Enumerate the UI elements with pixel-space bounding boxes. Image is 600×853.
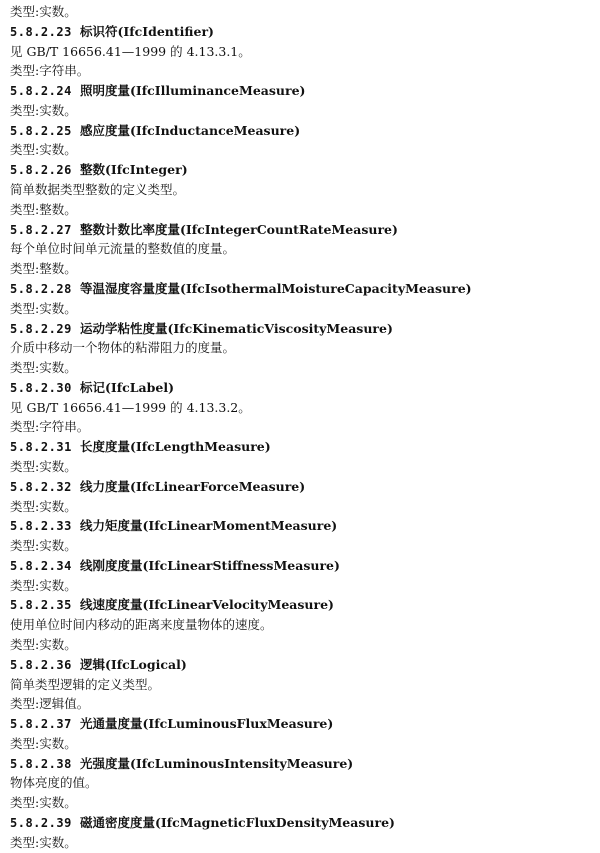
section-heading <box>10 516 600 536</box>
section-number: 5.8.2.27 <box>10 222 72 237</box>
section-number: 5.8.2.24 <box>10 84 72 99</box>
section-title: 长度度量(IfcLengthMeasure) <box>80 439 271 455</box>
section-number: 5.8.2.23 <box>10 24 72 39</box>
section-number: 5.8.2.26 <box>10 163 72 178</box>
body-text-line: 类型:整数。 <box>10 201 77 217</box>
section-number: 5.8.2.36 <box>10 657 72 672</box>
section-number: 5.8.2.25 <box>10 123 72 138</box>
section-number: 5.8.2.35 <box>10 598 72 613</box>
body-text-line: 类型:实数。 <box>10 637 77 652</box>
body-text-line: 类型:实数。 <box>10 102 77 118</box>
body-text-line: 类型:实数。 <box>10 458 77 474</box>
section-heading <box>10 477 600 497</box>
section-heading <box>10 556 600 576</box>
section-title: 感应度量(IfcInductanceMeasure) <box>80 122 301 138</box>
section-number: 5.8.2.38 <box>10 756 72 771</box>
section-title: 光通量度量(IfcLuminousFluxMeasure) <box>80 716 334 732</box>
section-title: 逻辑(IfcLogical) <box>80 656 187 672</box>
section-title: 整数(IfcInteger) <box>80 162 188 178</box>
section-heading <box>10 437 600 457</box>
body-text-line: 类型:实数。 <box>10 577 77 593</box>
section-title: 线速度度量(IfcLinearVelocityMeasure) <box>80 597 334 613</box>
section-title: 线力矩度量(IfcLinearMomentMeasure) <box>80 518 338 534</box>
section-heading <box>10 595 600 615</box>
section-heading <box>10 81 600 101</box>
section-heading <box>10 655 600 675</box>
body-text-line: 类型:字符串。 <box>10 419 90 435</box>
section-number: 5.8.2.31 <box>10 440 72 455</box>
body-text-line: 每个单位时间单元流量的整数值的度量。 <box>10 241 236 257</box>
section-title: 线力度量(IfcLinearForceMeasure) <box>80 478 306 494</box>
section-number: 5.8.2.30 <box>10 380 72 395</box>
section-heading <box>10 160 600 180</box>
document-body <box>10 2 600 853</box>
section-heading <box>10 220 600 240</box>
body-text-line: 类型:实数。 <box>10 4 77 19</box>
section-number: 5.8.2.34 <box>10 558 72 573</box>
body-text-line: 类型:实数。 <box>10 735 77 751</box>
section-heading <box>10 378 600 398</box>
body-text-line: 见 GB/T 16656.41—1999 的 4.13.3.1。 <box>10 43 251 59</box>
section-title: 光强度量(IfcLuminousIntensityMeasure) <box>80 755 354 771</box>
section-heading <box>10 279 600 299</box>
section-title: 照明度量(IfcIlluminanceMeasure) <box>80 83 306 99</box>
body-text-line: 见 GB/T 16656.41—1999 的 4.13.3.2。 <box>10 399 251 415</box>
section-heading <box>10 22 600 42</box>
section-number: 5.8.2.37 <box>10 717 72 732</box>
section-title: 线刚度度量(IfcLinearStiffnessMeasure) <box>80 557 340 573</box>
section-heading <box>10 754 600 774</box>
body-text-line: 类型:实数。 <box>10 142 77 158</box>
section-number: 5.8.2.33 <box>10 519 72 534</box>
body-text-line: 类型:实数。 <box>10 795 77 811</box>
section-heading <box>10 121 600 141</box>
body-text-line: 简单数据类型整数的定义类型。 <box>10 182 186 198</box>
body-text-line: 类型:实数。 <box>10 360 77 376</box>
body-text-line: 类型:实数。 <box>10 834 77 850</box>
section-title: 整数计数比率度量(IfcIntegerCountRateMeasure) <box>80 221 398 237</box>
section-title: 标记(IfcLabel) <box>80 379 174 395</box>
section-heading <box>10 319 600 339</box>
section-heading <box>10 813 600 833</box>
body-text-line: 使用单位时间内移动的距离来度量物体的速度。 <box>10 617 273 633</box>
body-text-line: 类型:实数。 <box>10 300 77 316</box>
body-text-line: 简单类型逻辑的定义类型。 <box>10 676 161 692</box>
section-title: 磁通密度度量(IfcMagneticFluxDensityMeasure) <box>80 815 395 831</box>
body-text-line: 类型:实数。 <box>10 538 77 554</box>
section-title: 运动学粘性度量(IfcKinematicViscosityMeasure) <box>80 320 393 336</box>
body-text-line: 物体亮度的值。 <box>10 775 98 791</box>
body-text-line: 类型:实数。 <box>10 498 77 514</box>
body-text-line: 类型:整数。 <box>10 261 77 277</box>
section-heading <box>10 714 600 734</box>
section-title: 标识符(IfcIdentifier) <box>80 23 214 39</box>
section-number: 5.8.2.32 <box>10 479 72 494</box>
body-text-line: 类型:逻辑值。 <box>10 696 90 712</box>
section-number: 5.8.2.39 <box>10 816 72 831</box>
section-title: 等温湿度容量度量(IfcIsothermalMoistureCapacityMeasure) <box>80 280 472 296</box>
section-number: 5.8.2.28 <box>10 281 72 296</box>
body-text-line: 类型:字符串。 <box>10 63 90 79</box>
section-number: 5.8.2.29 <box>10 321 72 336</box>
body-text-line: 介质中移动一个物体的粘滞阻力的度量。 <box>10 340 236 356</box>
